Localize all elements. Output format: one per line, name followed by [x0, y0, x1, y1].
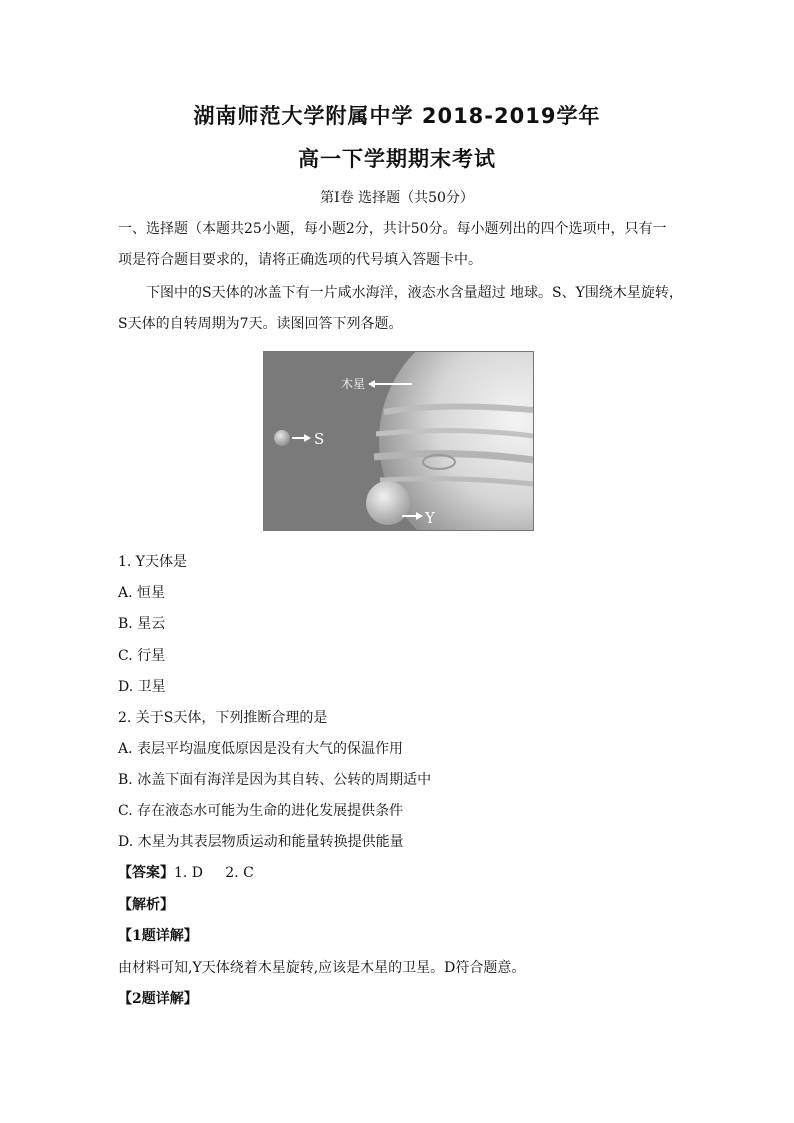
section-title: 第Ⅰ卷 选择题（共50分） — [320, 190, 474, 206]
analysis-label: 【解析】 — [118, 897, 174, 913]
question-1-option-b: B. 星云 — [118, 616, 166, 632]
question-1-option-d: D. 卫星 — [118, 679, 166, 695]
analysis-q2-heading: 【2题详解】 — [118, 991, 198, 1007]
instructions-line2: 项是符合题目要求的，请将正确选项的代号填入答题卡中。 — [118, 252, 482, 268]
passage-line1: 下图中的S天体的冰盖下有一片咸水海洋，液态水含量超过 地球。S、Y围绕木星旋转， — [146, 285, 683, 301]
question-2-option-d: D. 木星为其表层物质运动和能量转换提供能量 — [118, 834, 404, 850]
label-s: S — [314, 430, 325, 448]
question-2-stem: 2. 关于S天体，下列推断合理的是 — [118, 710, 328, 726]
passage-line2: S天体的自转周期为7天。读图回答下列各题。 — [118, 316, 403, 332]
answer-label: 【答案】 — [118, 865, 174, 881]
answer-text: 1. D 2. C — [174, 865, 254, 881]
analysis-q1-text: 由材料可知,Y天体绕着木星旋转,应该是木星的卫星。D符合题意。 — [118, 960, 526, 976]
question-2-option-a: A. 表层平均温度低原因是没有大气的保温作用 — [118, 741, 404, 757]
jupiter-figure — [263, 351, 534, 531]
document-title-line2: 高一下学期期末考试 — [298, 147, 496, 171]
question-1-option-c: C. 行星 — [118, 648, 166, 664]
answer-line — [118, 862, 254, 882]
question-2-option-b: B. 冰盖下面有海洋是因为其自转、公转的周期适中 — [118, 772, 432, 788]
question-1-stem: 1. Y天体是 — [118, 554, 188, 570]
analysis-q1-heading: 【1题详解】 — [118, 928, 198, 944]
label-jupiter: 木星 — [341, 377, 366, 391]
instructions-line1: 一、选择题（本题共25小题，每小题2分，共计50分。每小题列出的四个选项中，只有一 — [118, 221, 667, 237]
question-1-option-a: A. 恒星 — [118, 585, 166, 601]
label-y: Y — [425, 509, 435, 527]
question-2-option-c: C. 存在液态水可能为生命的进化发展提供条件 — [118, 803, 404, 819]
document-title-line1: 湖南师范大学附属中学 2018-2019学年 — [193, 104, 601, 128]
